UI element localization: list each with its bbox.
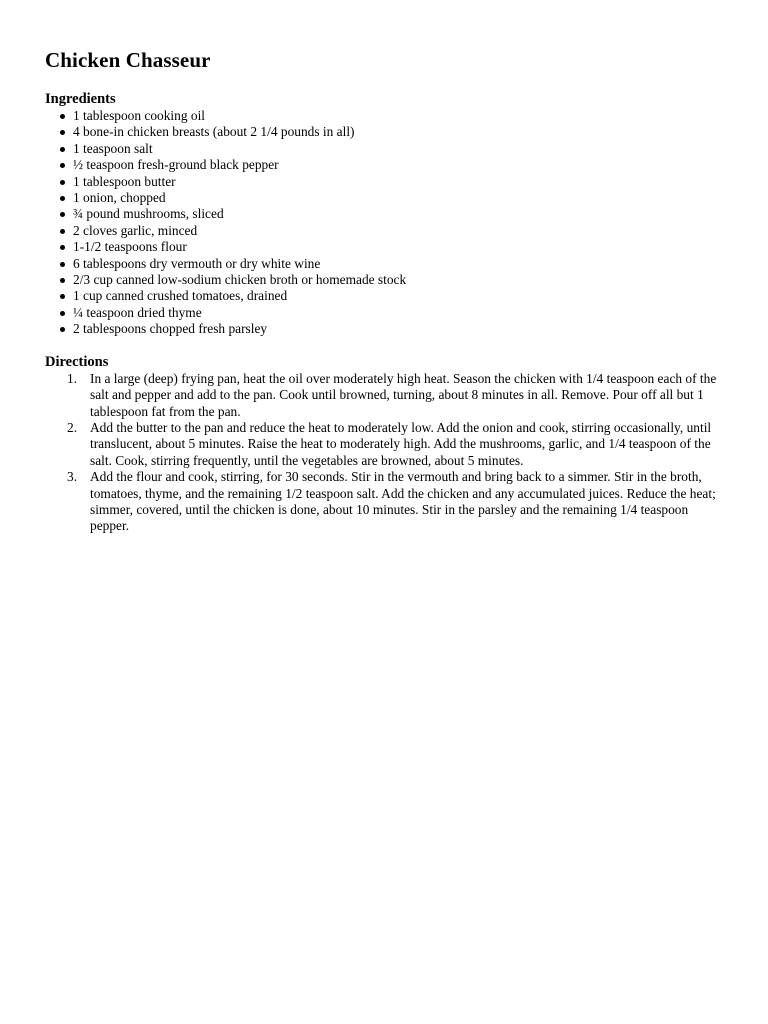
bullet-icon — [60, 163, 65, 168]
step-number: 3. — [67, 469, 78, 485]
bullet-icon — [60, 262, 65, 267]
ingredient-item — [60, 223, 725, 239]
ingredient-item — [60, 305, 725, 321]
bullet-icon — [60, 294, 65, 299]
ingredient-item — [60, 272, 725, 288]
ingredient-text: 1 cup canned crushed tomatoes, drained — [73, 288, 288, 304]
ingredient-text: ¾ pound mushrooms, sliced — [73, 206, 224, 222]
bullet-icon — [60, 229, 65, 234]
step-number: 1. — [67, 370, 78, 386]
bullet-icon — [60, 327, 65, 332]
ingredient-item — [60, 157, 725, 173]
ingredient-text: 1 teaspoon salt — [73, 140, 153, 156]
bullet-icon — [60, 311, 65, 316]
ingredient-item — [60, 141, 725, 157]
directions-heading: Directions — [45, 353, 109, 370]
recipe-title: Chicken Chasseur — [45, 48, 211, 72]
direction-step — [45, 371, 725, 420]
bullet-icon — [60, 114, 65, 119]
ingredient-item — [60, 190, 725, 206]
ingredient-text: 6 tablespoons dry vermouth or dry white wine — [73, 255, 321, 271]
bullet-icon — [60, 147, 65, 152]
ingredients-list — [45, 108, 725, 338]
ingredient-text: 1 onion, chopped — [73, 190, 166, 206]
ingredient-text: 1 tablespoon butter — [73, 173, 176, 189]
bullet-icon — [60, 180, 65, 185]
ingredient-item — [60, 206, 725, 222]
ingredients-heading: Ingredients — [45, 91, 116, 107]
ingredient-text: 2 tablespoons chopped fresh parsley — [73, 321, 268, 337]
bullet-icon — [60, 278, 65, 283]
ingredient-item — [60, 256, 725, 272]
direction-step — [45, 420, 725, 469]
bullet-icon — [60, 245, 65, 250]
step-text: Add the flour and cook, stirring, for 30 seconds. Stir in the vermouth and bring back to a simmer. Stir in the broth, tomatoes, thyme, and the remaining 1/2 teaspoon salt. Add the chicken and any accumulated juices. Reduce the heat; simmer, covered, until the chicken is done, about 10 minutes. Stir in the parsley and the remaining 1/4 teaspoon pepper. — [90, 469, 716, 534]
bullet-icon — [60, 212, 65, 217]
directions-list — [45, 371, 725, 535]
step-number: 2. — [67, 419, 78, 435]
ingredient-text: 2 cloves garlic, minced — [73, 222, 198, 238]
ingredient-text: 4 bone-in chicken breasts (about 2 1/4 pounds in all) — [73, 124, 355, 140]
ingredient-text: 1-1/2 teaspoons flour — [73, 239, 187, 255]
ingredient-item — [60, 239, 725, 255]
direction-step — [45, 469, 725, 535]
bullet-icon — [60, 130, 65, 135]
ingredient-text: 2/3 cup canned low-sodium chicken broth or homemade stock — [73, 272, 407, 288]
ingredient-text: ½ teaspoon fresh-ground black pepper — [73, 157, 279, 173]
ingredient-item — [60, 321, 725, 337]
ingredient-item — [60, 124, 725, 140]
ingredient-text: 1 tablespoon cooking oil — [73, 108, 206, 123]
ingredient-text: ¼ teaspoon dried thyme — [73, 304, 202, 320]
bullet-icon — [60, 196, 65, 201]
recipe-document — [45, 46, 725, 535]
step-text: Add the butter to the pan and reduce the heat to moderately low. Add the onion and cook, stirring occasionally, until translucent, about 5 minutes. Raise the heat to moderately high. Add the mushrooms, garlic, and 1/4 teaspoon of the salt. Cook, stirring frequently, until the vegetables are browned, about 5 minutes. — [90, 419, 712, 468]
ingredient-item — [60, 108, 725, 124]
ingredient-item — [60, 288, 725, 304]
step-text: In a large (deep) frying pan, heat the oil over moderately high heat. Season the chicken with 1/4 teaspoon each of the salt and pepper and add to the pan. Cook until browned, turning, about 8 minutes in all. Remove. Pour off all but 1 tablespoon fat from the pan. — [90, 370, 717, 419]
ingredient-item — [60, 174, 725, 190]
